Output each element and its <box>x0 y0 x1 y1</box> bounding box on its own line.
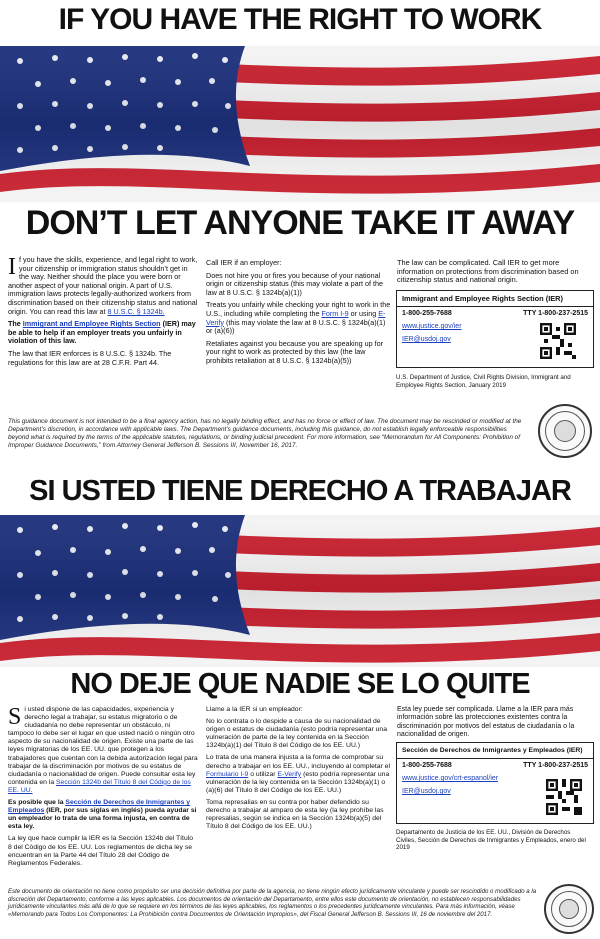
qr-code-icon[interactable] <box>540 323 576 359</box>
spanish-disclaimer: Este documento de orientación no tiene como propósito ser una decisión definitiva por parte de la agencia, no tiene ningún efecto jurídicamente vinculante y puede ser rescindido o modificado a la discreción del Departamento, conforme a las leyes aplicables. Los documentos de orientación del Departamento, entre ellos este documento de orientación, no establecen responsabilidades jurídicamente vinculantes más allá de lo que se requiere en los términos de las leyes aplicables, los reglamentos o los precedentes jurídicamente vinculantes. Para más información, véase «Memorando para Todos Los Componentes: La Prohibición contra Documentos de Orientación Impropios», del Fiscal General Jefferson B. Sessions III, 16 de noviembre del 2017. <box>8 888 537 918</box>
website-link[interactable]: www.justice.gov/crt-espanol/ier <box>402 775 499 782</box>
english-column-3 <box>397 259 593 289</box>
doj-seal-icon <box>544 884 594 934</box>
e-verify-link[interactable]: E-Verify <box>277 770 302 778</box>
spanish-footer-credit: Departamento de Justicia de los EE. UU., División de Derechos Civiles, Sección de Derechos de Inmigrantes y Empleados, enero del 2019 <box>396 829 586 852</box>
call-intro: Call IER if an employer: <box>206 258 282 267</box>
flag-image <box>0 515 600 667</box>
english-headline-bottom: DON’T LET ANYONE TAKE IT AWAY <box>25 204 575 242</box>
spanish-column-1 <box>8 706 198 872</box>
spanish-headline-top: SI USTED TIENE DERECHO A TRABAJAR <box>29 475 571 507</box>
bullet-1: No lo contrata o lo despide a causa de su nacionalidad de origen o estatus de ciudadanía (esto podría representar una vulneración de parte de la ley contenida en la Sección 1324b(a)(1) del Título 8 del Código de los EE. UU.) <box>206 718 387 750</box>
phone-number[interactable]: 1-800-255-7688 <box>402 762 452 769</box>
spanish-headline-bottom: NO DEJE QUE NADIE SE LO QUITE <box>70 668 530 700</box>
e-verify-link[interactable]: E-Verify <box>206 308 386 327</box>
doj-seal-icon <box>538 404 592 458</box>
complicated-text: The law can be complicated. Call IER to get more information on protections from discrimination based on citizenship status and national origin. <box>397 258 579 285</box>
text: (IER) may be able to help if an employer treats you unfairly in violation of this law. <box>8 319 196 346</box>
flag-image <box>0 46 600 202</box>
law-text: La ley que hace cumplir la IER es la Sección 1324b del Título 8 del Código de los EE. UU. Los reglamentos de dicha ley se encuentran en la Parte 44 del Título 28 del Código de Reglamentos Federales. <box>8 835 194 867</box>
english-column-2 <box>206 259 392 370</box>
tty-number[interactable]: TTY 1-800-237-2515 <box>523 310 588 317</box>
english-disclaimer: This guidance document is not intended to be a final agency action, has no legally binding effect, and has no force or effect of law. The document may be rescinded or modified at the Department’s discretion, in accordance with applicable laws. The Department’s guidance documents, including this guidance, do not establish legally enforceable responsibilities beyond what is required by the terms of the applicable statutes, regulations, or binding judicial precedent. For more information, see “Memorandum for All Components: Prohibition of Improper Guidance Documents,” from Attorney General Jefferson B. Sessions III, November 16, 2017. <box>8 418 522 449</box>
call-intro: Llame a la IER si un empleador: <box>206 706 303 713</box>
text: Es posible que la <box>8 799 64 807</box>
law-link[interactable]: 8 U.S.C. § 1324b. <box>107 306 165 316</box>
english-headline-top: IF YOU HAVE THE RIGHT TO WORK <box>58 3 542 36</box>
box-title: Sección de Derechos de Inmigrantes y Empleados (IER) <box>397 743 593 759</box>
text: Treats you unfairly while checking your right to work in the U.S., including while completing the <box>206 300 391 318</box>
text: or using <box>350 308 377 318</box>
law-text: The law that IER enforces is 8 U.S.C. § 1324b. The regulations for this law are at 28 C.F.R. Part 44. <box>8 348 172 367</box>
complicated-text: Esta ley puede ser complicada. Llame a la IER para más información sobre las protecciones existentes contra la discriminación por motivos del estatus de ciudadanía o la nacionalidad de origen. <box>397 706 575 739</box>
bullet-3: Toma represalias en su contra por haber defendido su derecho a trabajar al amparo de esta ley (la ley prohíbe las represalias, según se indica en la Sección 1324b(a)(5) del Título 8 del Código de los EE. UU.) <box>206 798 384 831</box>
law-link[interactable]: Sección 1324b del Título 8 del Código de los EE. UU. <box>8 778 191 794</box>
us-flag-banner <box>0 46 600 202</box>
spanish-column-3 <box>397 706 593 744</box>
website-link[interactable]: www.justice.gov/ier <box>402 323 462 330</box>
dropcap: S <box>8 704 22 730</box>
us-flag-banner-spanish <box>0 515 600 667</box>
text: The <box>8 319 21 329</box>
bullet-3: Retaliates against you because you are speaking up for your right to work as protected by this law (the law prohibits retaliation at 8 U.S.C. § 1324b(a)(5)) <box>206 338 384 365</box>
text: (IER, por sus siglas en inglés) pueda ayudar si un empleador lo trata de una forma injusta, en contra de esta ley. <box>8 807 197 831</box>
spanish-column-2 <box>206 706 392 835</box>
email-link[interactable]: IER@usdoj.gov <box>402 788 451 795</box>
ier-link[interactable]: Sección de Derechos de Inmigrantes y Empleados <box>8 799 191 815</box>
phone-number[interactable]: 1-800-255-7688 <box>402 310 452 317</box>
form-i9-link[interactable]: Form I-9 <box>321 308 349 318</box>
text: Lo trata de una manera injusta a la forma de comprobar su derecho a trabajar en los EE. UU., incluyendo al completar el <box>206 754 390 770</box>
text: o utilizar <box>250 770 276 778</box>
english-column-1 <box>8 256 198 371</box>
text: (esto podría representar una vulneración de la ley contenida en la Sección 1324b(a)(1) o (a)(6) del Título 8 del Código de los EE. UU.) <box>206 770 390 794</box>
box-title: Immigrant and Employee Rights Section (IER) <box>397 291 593 307</box>
intro-text: f you have the skills, experience, and legal right to work, your citizenship or immigration status shouldn’t get in the way. Neither should the place you were born or another aspect of your national origin. A part of U.S. immigration laws protects legally-authorized workers from discrimination based on their citizenship status and national origin. You can read this law at <box>8 255 198 316</box>
intro-text: i usted dispone de las capacidades, experiencia y derecho legal a trabajar, su estatus migratorio o de ciudadanía no debe representar un obstáculo, ni tampoco lo debe ser el lugar en que usted nació o ningún otro aspecto de su nacionalidad de origen. Existe una parte de las leyes migratorias de los EE. UU. que protegen a los trabajadores que cuentan con la debida autorización legal para trabajar de la discriminación por motivos de su estatus de ciudadanía o nacionalidad de origen. Puede consultar esta ley contenida en la <box>8 706 198 786</box>
text: (this may violate the law at 8 U.S.C. § 1324b(a)(1) or (a)(6)) <box>206 317 386 336</box>
english-footer-credit: U.S. Department of Justice, Civil Rights Division, Immigrant and Employee Rights Section, January 2019 <box>396 374 571 389</box>
tty-number[interactable]: TTY 1-800-237-2515 <box>523 762 588 769</box>
dropcap: I <box>8 254 16 280</box>
form-i9-link[interactable]: Formulario I-9 <box>206 770 249 778</box>
email-link[interactable]: IER@usdoj.gov <box>402 336 451 343</box>
qr-code-icon[interactable] <box>546 779 582 815</box>
ier-link[interactable]: Immigrant and Employee Rights Section <box>22 319 161 329</box>
bullet-1: Does not hire you or fires you because of your national origin or citizenship status (this may violate a part of the law at 8 U.S.C. § 1324b(a)(1)) <box>206 270 383 297</box>
